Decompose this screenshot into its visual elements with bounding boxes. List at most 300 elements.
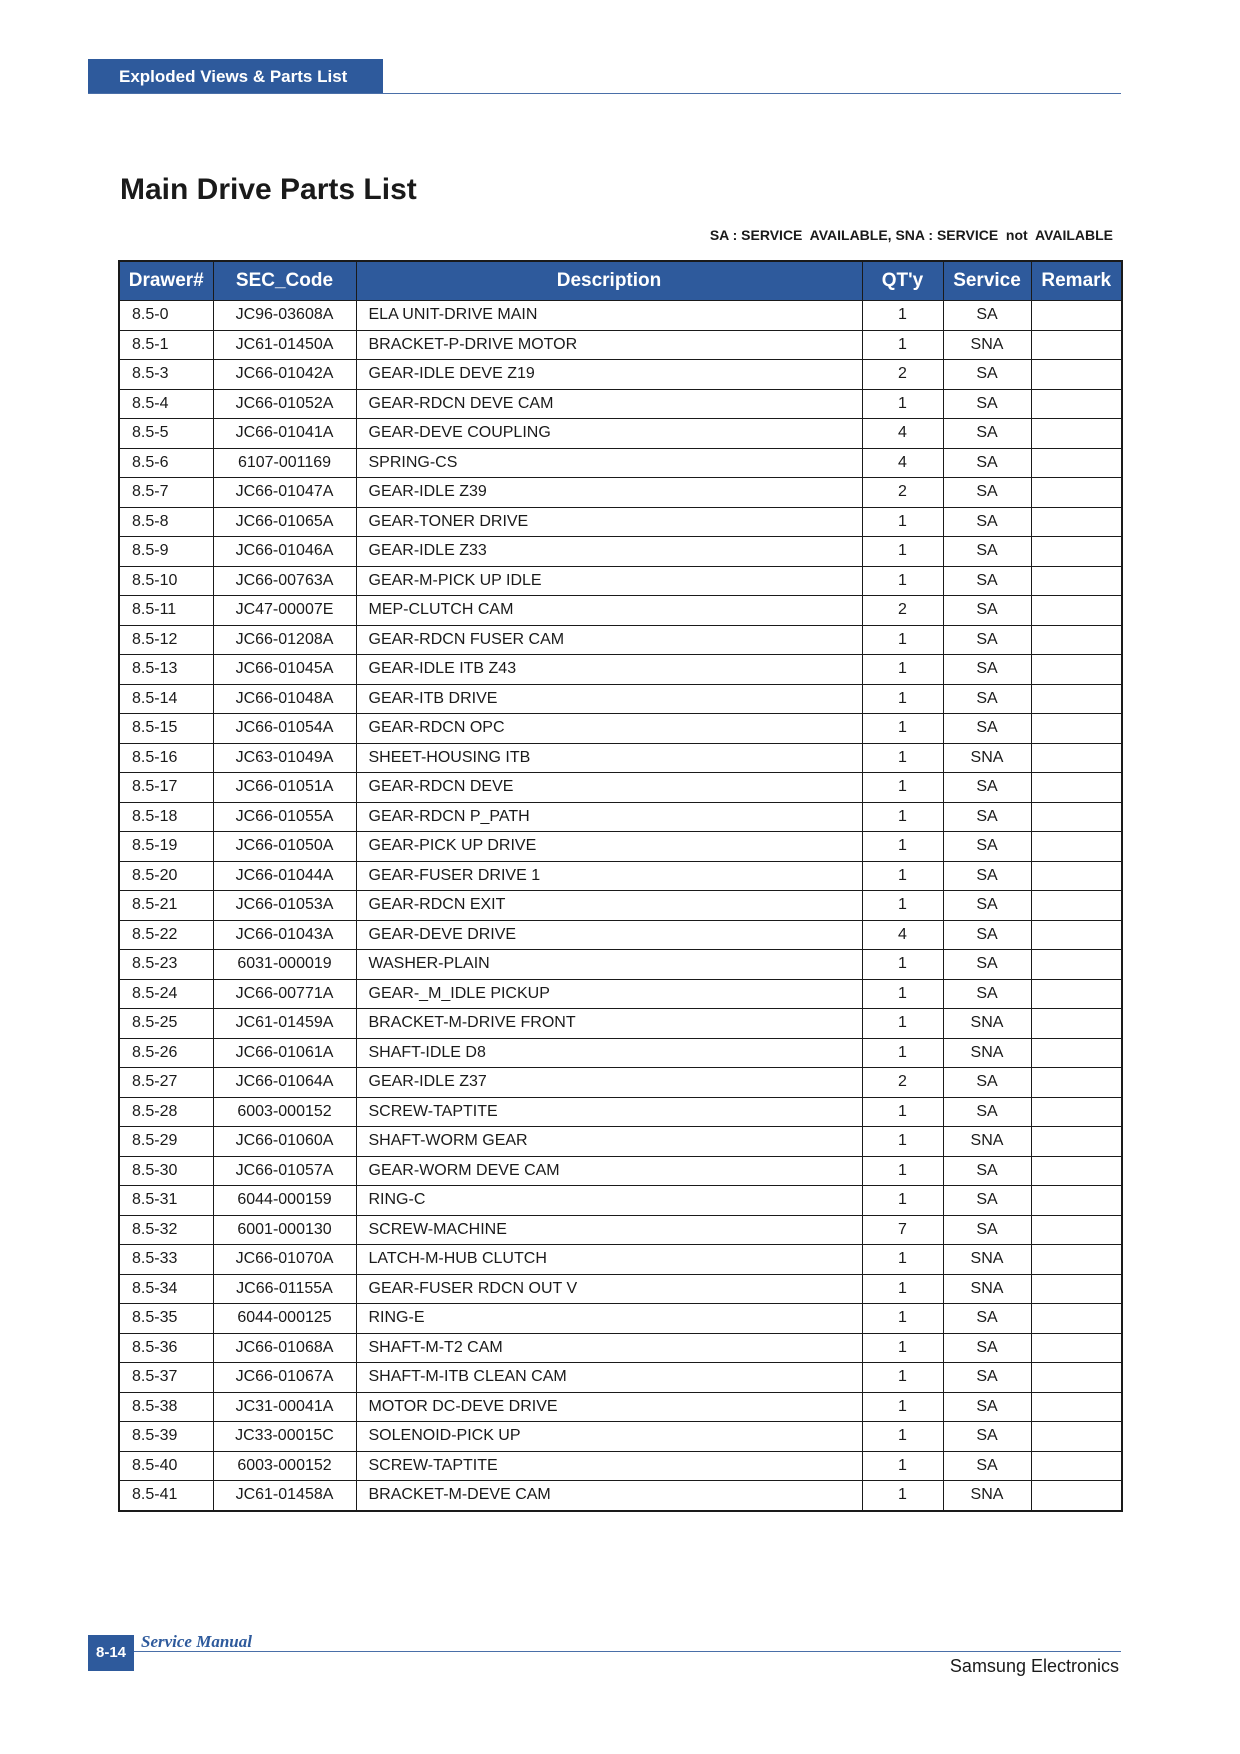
remark-cell	[1031, 1097, 1122, 1127]
company-name: Samsung Electronics	[949, 1656, 1119, 1676]
description-cell: SPRING-CS	[356, 448, 862, 478]
table-row	[119, 1127, 1122, 1157]
description-cell: GEAR-FUSER DRIVE 1	[356, 861, 862, 891]
qty-cell: 1	[862, 1127, 943, 1157]
drawer-cell: 8.5-40	[119, 1451, 213, 1481]
service-cell: SA	[943, 360, 1031, 390]
sec-code-cell: JC66-01060A	[213, 1127, 356, 1157]
description-cell: WASHER-PLAIN	[356, 950, 862, 980]
sec-code-cell: 6044-000125	[213, 1304, 356, 1334]
description-cell: BRACKET-P-DRIVE MOTOR	[356, 330, 862, 360]
header-rule	[88, 93, 1121, 94]
table-row	[119, 1068, 1122, 1098]
table-row	[119, 773, 1122, 803]
qty-cell: 1	[862, 714, 943, 744]
table-row	[119, 1363, 1122, 1393]
sec-code-cell: JC66-01041A	[213, 419, 356, 449]
remark-cell	[1031, 448, 1122, 478]
qty-cell: 2	[862, 360, 943, 390]
drawer-cell: 8.5-34	[119, 1274, 213, 1304]
sec-code-cell: JC66-01051A	[213, 773, 356, 803]
service-cell: SNA	[943, 1245, 1031, 1275]
description-cell: GEAR-PICK UP DRIVE	[356, 832, 862, 862]
qty-cell: 1	[862, 1363, 943, 1393]
table-row	[119, 1422, 1122, 1452]
service-cell: SA	[943, 920, 1031, 950]
column-header-drawer: Drawer#	[119, 261, 213, 301]
remark-cell	[1031, 566, 1122, 596]
service-manual-label: Service Manual	[141, 1632, 252, 1651]
description-cell: GEAR-FUSER RDCN OUT V	[356, 1274, 862, 1304]
description-cell: BRACKET-M-DEVE CAM	[356, 1481, 862, 1511]
remark-cell	[1031, 389, 1122, 419]
table-row	[119, 861, 1122, 891]
drawer-cell: 8.5-39	[119, 1422, 213, 1452]
table-row	[119, 478, 1122, 508]
description-cell: SCREW-TAPTITE	[356, 1451, 862, 1481]
column-header-qty: QT'y	[862, 261, 943, 301]
service-cell: SA	[943, 979, 1031, 1009]
drawer-cell: 8.5-9	[119, 537, 213, 567]
sec-code-cell: JC63-01049A	[213, 743, 356, 773]
drawer-cell: 8.5-19	[119, 832, 213, 862]
description-cell: GEAR-ITB DRIVE	[356, 684, 862, 714]
description-cell: GEAR-RDCN FUSER CAM	[356, 625, 862, 655]
section-header-tab	[88, 59, 383, 94]
sec-code-cell: JC66-01155A	[213, 1274, 356, 1304]
description-cell: SOLENOID-PICK UP	[356, 1422, 862, 1452]
sec-code-cell: JC31-00041A	[213, 1392, 356, 1422]
service-legend-note: SA : SERVICE AVAILABLE, SNA : SERVICE not AVAILABLE	[709, 227, 1113, 243]
qty-cell: 1	[862, 507, 943, 537]
service-cell: SNA	[943, 1481, 1031, 1511]
drawer-cell: 8.5-16	[119, 743, 213, 773]
drawer-cell: 8.5-31	[119, 1186, 213, 1216]
sec-code-cell: JC61-01450A	[213, 330, 356, 360]
service-cell: SA	[943, 1451, 1031, 1481]
table-row	[119, 301, 1122, 331]
column-header-sec-code: SEC_Code	[213, 261, 356, 301]
remark-cell	[1031, 979, 1122, 1009]
remark-cell	[1031, 1068, 1122, 1098]
qty-cell: 1	[862, 1097, 943, 1127]
table-row	[119, 566, 1122, 596]
sec-code-cell: 6044-000159	[213, 1186, 356, 1216]
table-row	[119, 419, 1122, 449]
table-row	[119, 1333, 1122, 1363]
sec-code-cell: JC66-00771A	[213, 979, 356, 1009]
sec-code-cell: JC33-00015C	[213, 1422, 356, 1452]
sec-code-cell: JC66-01043A	[213, 920, 356, 950]
description-cell: SHEET-HOUSING ITB	[356, 743, 862, 773]
service-cell: SA	[943, 596, 1031, 626]
table-row	[119, 1274, 1122, 1304]
description-cell: MOTOR DC-DEVE DRIVE	[356, 1392, 862, 1422]
qty-cell: 1	[862, 1156, 943, 1186]
drawer-cell: 8.5-32	[119, 1215, 213, 1245]
service-cell: SA	[943, 802, 1031, 832]
description-cell: GEAR-TONER DRIVE	[356, 507, 862, 537]
sec-code-cell: 6031-000019	[213, 950, 356, 980]
drawer-cell: 8.5-28	[119, 1097, 213, 1127]
qty-cell: 1	[862, 1038, 943, 1068]
table-row	[119, 507, 1122, 537]
drawer-cell: 8.5-36	[119, 1333, 213, 1363]
service-cell: SA	[943, 1186, 1031, 1216]
remark-cell	[1031, 1245, 1122, 1275]
drawer-cell: 8.5-24	[119, 979, 213, 1009]
sec-code-cell: JC66-01068A	[213, 1333, 356, 1363]
sec-code-cell: JC66-01052A	[213, 389, 356, 419]
qty-cell: 4	[862, 920, 943, 950]
qty-cell: 1	[862, 684, 943, 714]
drawer-cell: 8.5-15	[119, 714, 213, 744]
qty-cell: 2	[862, 596, 943, 626]
description-cell: SCREW-TAPTITE	[356, 1097, 862, 1127]
service-cell: SA	[943, 1363, 1031, 1393]
table-row	[119, 714, 1122, 744]
service-cell: SA	[943, 684, 1031, 714]
qty-cell: 1	[862, 655, 943, 685]
service-cell: SA	[943, 1333, 1031, 1363]
sec-code-cell: JC66-01057A	[213, 1156, 356, 1186]
remark-cell	[1031, 802, 1122, 832]
sec-code-cell: JC66-01061A	[213, 1038, 356, 1068]
sec-code-cell: JC66-01053A	[213, 891, 356, 921]
sec-code-cell: 6107-001169	[213, 448, 356, 478]
description-cell: RING-C	[356, 1186, 862, 1216]
table-row	[119, 1009, 1122, 1039]
service-cell: SA	[943, 478, 1031, 508]
service-cell: SNA	[943, 1274, 1031, 1304]
drawer-cell: 8.5-33	[119, 1245, 213, 1275]
remark-cell	[1031, 891, 1122, 921]
description-cell: GEAR-M-PICK UP IDLE	[356, 566, 862, 596]
service-cell: SA	[943, 773, 1031, 803]
table-row	[119, 802, 1122, 832]
drawer-cell: 8.5-4	[119, 389, 213, 419]
remark-cell	[1031, 1333, 1122, 1363]
service-cell: SA	[943, 950, 1031, 980]
table-row	[119, 596, 1122, 626]
table-row	[119, 360, 1122, 390]
table-row	[119, 448, 1122, 478]
table-row	[119, 1038, 1122, 1068]
sec-code-cell: 6001-000130	[213, 1215, 356, 1245]
description-cell: GEAR-DEVE COUPLING	[356, 419, 862, 449]
table-row	[119, 1481, 1122, 1511]
description-cell: SHAFT-M-ITB CLEAN CAM	[356, 1363, 862, 1393]
sec-code-cell: JC47-00007E	[213, 596, 356, 626]
description-cell: GEAR-IDLE Z39	[356, 478, 862, 508]
table-row	[119, 389, 1122, 419]
service-cell: SA	[943, 625, 1031, 655]
description-cell: GEAR-RDCN DEVE	[356, 773, 862, 803]
service-cell: SA	[943, 301, 1031, 331]
description-cell: GEAR-IDLE DEVE Z19	[356, 360, 862, 390]
remark-cell	[1031, 1127, 1122, 1157]
description-cell: SHAFT-M-T2 CAM	[356, 1333, 862, 1363]
drawer-cell: 8.5-10	[119, 566, 213, 596]
remark-cell	[1031, 1392, 1122, 1422]
service-cell: SA	[943, 419, 1031, 449]
qty-cell: 2	[862, 478, 943, 508]
sec-code-cell: JC66-01054A	[213, 714, 356, 744]
drawer-cell: 8.5-26	[119, 1038, 213, 1068]
description-cell: GEAR-_M_IDLE PICKUP	[356, 979, 862, 1009]
table-row	[119, 832, 1122, 862]
drawer-cell: 8.5-30	[119, 1156, 213, 1186]
table-row	[119, 1097, 1122, 1127]
drawer-cell: 8.5-25	[119, 1009, 213, 1039]
drawer-cell: 8.5-7	[119, 478, 213, 508]
remark-cell	[1031, 1186, 1122, 1216]
table-row	[119, 950, 1122, 980]
description-cell: GEAR-RDCN P_PATH	[356, 802, 862, 832]
qty-cell: 1	[862, 802, 943, 832]
parts-table	[118, 260, 1123, 1512]
service-cell: SA	[943, 1304, 1031, 1334]
remark-cell	[1031, 832, 1122, 862]
description-cell: GEAR-IDLE ITB Z43	[356, 655, 862, 685]
sec-code-cell: JC66-01070A	[213, 1245, 356, 1275]
qty-cell: 1	[862, 625, 943, 655]
description-cell: SHAFT-WORM GEAR	[356, 1127, 862, 1157]
remark-cell	[1031, 1215, 1122, 1245]
drawer-cell: 8.5-37	[119, 1363, 213, 1393]
sec-code-cell: JC66-01065A	[213, 507, 356, 537]
description-cell: GEAR-RDCN DEVE CAM	[356, 389, 862, 419]
qty-cell: 1	[862, 979, 943, 1009]
remark-cell	[1031, 537, 1122, 567]
drawer-cell: 8.5-3	[119, 360, 213, 390]
table-row	[119, 1392, 1122, 1422]
qty-cell: 1	[862, 1245, 943, 1275]
qty-cell: 1	[862, 1451, 943, 1481]
qty-cell: 1	[862, 389, 943, 419]
table-row	[119, 625, 1122, 655]
qty-cell: 2	[862, 1068, 943, 1098]
page-number-badge	[88, 1635, 134, 1671]
drawer-cell: 8.5-29	[119, 1127, 213, 1157]
sec-code-cell: JC66-01064A	[213, 1068, 356, 1098]
remark-cell	[1031, 861, 1122, 891]
sec-code-cell: JC66-01045A	[213, 655, 356, 685]
service-cell: SNA	[943, 743, 1031, 773]
table-row	[119, 1245, 1122, 1275]
drawer-cell: 8.5-14	[119, 684, 213, 714]
service-cell: SA	[943, 832, 1031, 862]
service-cell: SA	[943, 1422, 1031, 1452]
drawer-cell: 8.5-35	[119, 1304, 213, 1334]
remark-cell	[1031, 743, 1122, 773]
sec-code-cell: JC66-01046A	[213, 537, 356, 567]
table-row	[119, 1186, 1122, 1216]
table-row	[119, 655, 1122, 685]
remark-cell	[1031, 1038, 1122, 1068]
remark-cell	[1031, 596, 1122, 626]
sec-code-cell: JC66-01208A	[213, 625, 356, 655]
service-cell: SA	[943, 537, 1031, 567]
qty-cell: 1	[862, 773, 943, 803]
sec-code-cell: JC66-00763A	[213, 566, 356, 596]
qty-cell: 4	[862, 448, 943, 478]
remark-cell	[1031, 330, 1122, 360]
remark-cell	[1031, 1009, 1122, 1039]
service-cell: SNA	[943, 1038, 1031, 1068]
remark-cell	[1031, 655, 1122, 685]
drawer-cell: 8.5-8	[119, 507, 213, 537]
column-header-remark: Remark	[1031, 261, 1122, 301]
drawer-cell: 8.5-11	[119, 596, 213, 626]
drawer-cell: 8.5-13	[119, 655, 213, 685]
remark-cell	[1031, 1156, 1122, 1186]
table-row	[119, 330, 1122, 360]
drawer-cell: 8.5-18	[119, 802, 213, 832]
qty-cell: 1	[862, 1274, 943, 1304]
service-cell: SA	[943, 507, 1031, 537]
qty-cell: 1	[862, 1481, 943, 1511]
qty-cell: 1	[862, 1333, 943, 1363]
drawer-cell: 8.5-0	[119, 301, 213, 331]
description-cell: RING-E	[356, 1304, 862, 1334]
table-body	[119, 301, 1122, 1511]
drawer-cell: 8.5-1	[119, 330, 213, 360]
drawer-cell: 8.5-27	[119, 1068, 213, 1098]
description-cell: SCREW-MACHINE	[356, 1215, 862, 1245]
service-cell: SNA	[943, 1127, 1031, 1157]
qty-cell: 1	[862, 743, 943, 773]
description-cell: LATCH-M-HUB CLUTCH	[356, 1245, 862, 1275]
qty-cell: 1	[862, 537, 943, 567]
remark-cell	[1031, 714, 1122, 744]
sec-code-cell: JC66-01055A	[213, 802, 356, 832]
remark-cell	[1031, 360, 1122, 390]
description-cell: GEAR-RDCN OPC	[356, 714, 862, 744]
description-cell: BRACKET-M-DRIVE FRONT	[356, 1009, 862, 1039]
drawer-cell: 8.5-21	[119, 891, 213, 921]
qty-cell: 4	[862, 419, 943, 449]
sec-code-cell: 6003-000152	[213, 1451, 356, 1481]
table-row	[119, 891, 1122, 921]
service-cell: SA	[943, 891, 1031, 921]
table-row	[119, 1215, 1122, 1245]
table-row	[119, 743, 1122, 773]
description-cell: GEAR-WORM DEVE CAM	[356, 1156, 862, 1186]
table-row	[119, 1304, 1122, 1334]
service-cell: SA	[943, 566, 1031, 596]
service-cell: SA	[943, 1156, 1031, 1186]
remark-cell	[1031, 419, 1122, 449]
qty-cell: 1	[862, 861, 943, 891]
qty-cell: 1	[862, 301, 943, 331]
sec-code-cell: JC66-01047A	[213, 478, 356, 508]
sec-code-cell: JC66-01067A	[213, 1363, 356, 1393]
drawer-cell: 8.5-22	[119, 920, 213, 950]
table-row	[119, 1156, 1122, 1186]
drawer-cell: 8.5-17	[119, 773, 213, 803]
qty-cell: 1	[862, 891, 943, 921]
remark-cell	[1031, 950, 1122, 980]
remark-cell	[1031, 1451, 1122, 1481]
remark-cell	[1031, 1422, 1122, 1452]
description-cell: ELA UNIT-DRIVE MAIN	[356, 301, 862, 331]
table-row	[119, 979, 1122, 1009]
drawer-cell: 8.5-38	[119, 1392, 213, 1422]
drawer-cell: 8.5-6	[119, 448, 213, 478]
remark-cell	[1031, 1481, 1122, 1511]
qty-cell: 1	[862, 832, 943, 862]
remark-cell	[1031, 773, 1122, 803]
service-cell: SA	[943, 655, 1031, 685]
qty-cell: 1	[862, 1392, 943, 1422]
service-cell: SNA	[943, 330, 1031, 360]
table-row	[119, 1451, 1122, 1481]
description-cell: MEP-CLUTCH CAM	[356, 596, 862, 626]
service-cell: SA	[943, 1392, 1031, 1422]
service-cell: SA	[943, 861, 1031, 891]
remark-cell	[1031, 478, 1122, 508]
sec-code-cell: JC96-03608A	[213, 301, 356, 331]
table-row	[119, 537, 1122, 567]
table-row	[119, 684, 1122, 714]
description-cell: GEAR-IDLE Z37	[356, 1068, 862, 1098]
page-number: 8-14	[95, 1644, 127, 1661]
sec-code-cell: JC61-01459A	[213, 1009, 356, 1039]
sec-code-cell: JC66-01048A	[213, 684, 356, 714]
qty-cell: 1	[862, 566, 943, 596]
qty-cell: 1	[862, 950, 943, 980]
drawer-cell: 8.5-12	[119, 625, 213, 655]
drawer-cell: 8.5-20	[119, 861, 213, 891]
qty-cell: 7	[862, 1215, 943, 1245]
qty-cell: 1	[862, 1009, 943, 1039]
qty-cell: 1	[862, 1304, 943, 1334]
drawer-cell: 8.5-23	[119, 950, 213, 980]
column-header-description: Description	[356, 261, 862, 301]
table-row	[119, 920, 1122, 950]
sec-code-cell: JC61-01458A	[213, 1481, 356, 1511]
service-cell: SNA	[943, 1009, 1031, 1039]
remark-cell	[1031, 1363, 1122, 1393]
remark-cell	[1031, 1304, 1122, 1334]
description-cell: GEAR-IDLE Z33	[356, 537, 862, 567]
section-header-label: Exploded Views & Parts List	[119, 67, 348, 86]
table-header-row	[119, 261, 1122, 301]
description-cell: SHAFT-IDLE D8	[356, 1038, 862, 1068]
service-cell: SA	[943, 1097, 1031, 1127]
column-header-service: Service	[943, 261, 1031, 301]
remark-cell	[1031, 625, 1122, 655]
service-cell: SA	[943, 1068, 1031, 1098]
qty-cell: 1	[862, 1422, 943, 1452]
service-cell: SA	[943, 714, 1031, 744]
sec-code-cell: JC66-01044A	[213, 861, 356, 891]
service-cell: SA	[943, 1215, 1031, 1245]
remark-cell	[1031, 920, 1122, 950]
service-cell: SA	[943, 448, 1031, 478]
service-cell: SA	[943, 389, 1031, 419]
sec-code-cell: JC66-01042A	[213, 360, 356, 390]
sec-code-cell: 6003-000152	[213, 1097, 356, 1127]
remark-cell	[1031, 301, 1122, 331]
sec-code-cell: JC66-01050A	[213, 832, 356, 862]
drawer-cell: 8.5-5	[119, 419, 213, 449]
remark-cell	[1031, 684, 1122, 714]
description-cell: GEAR-DEVE DRIVE	[356, 920, 862, 950]
drawer-cell: 8.5-41	[119, 1481, 213, 1511]
remark-cell	[1031, 507, 1122, 537]
